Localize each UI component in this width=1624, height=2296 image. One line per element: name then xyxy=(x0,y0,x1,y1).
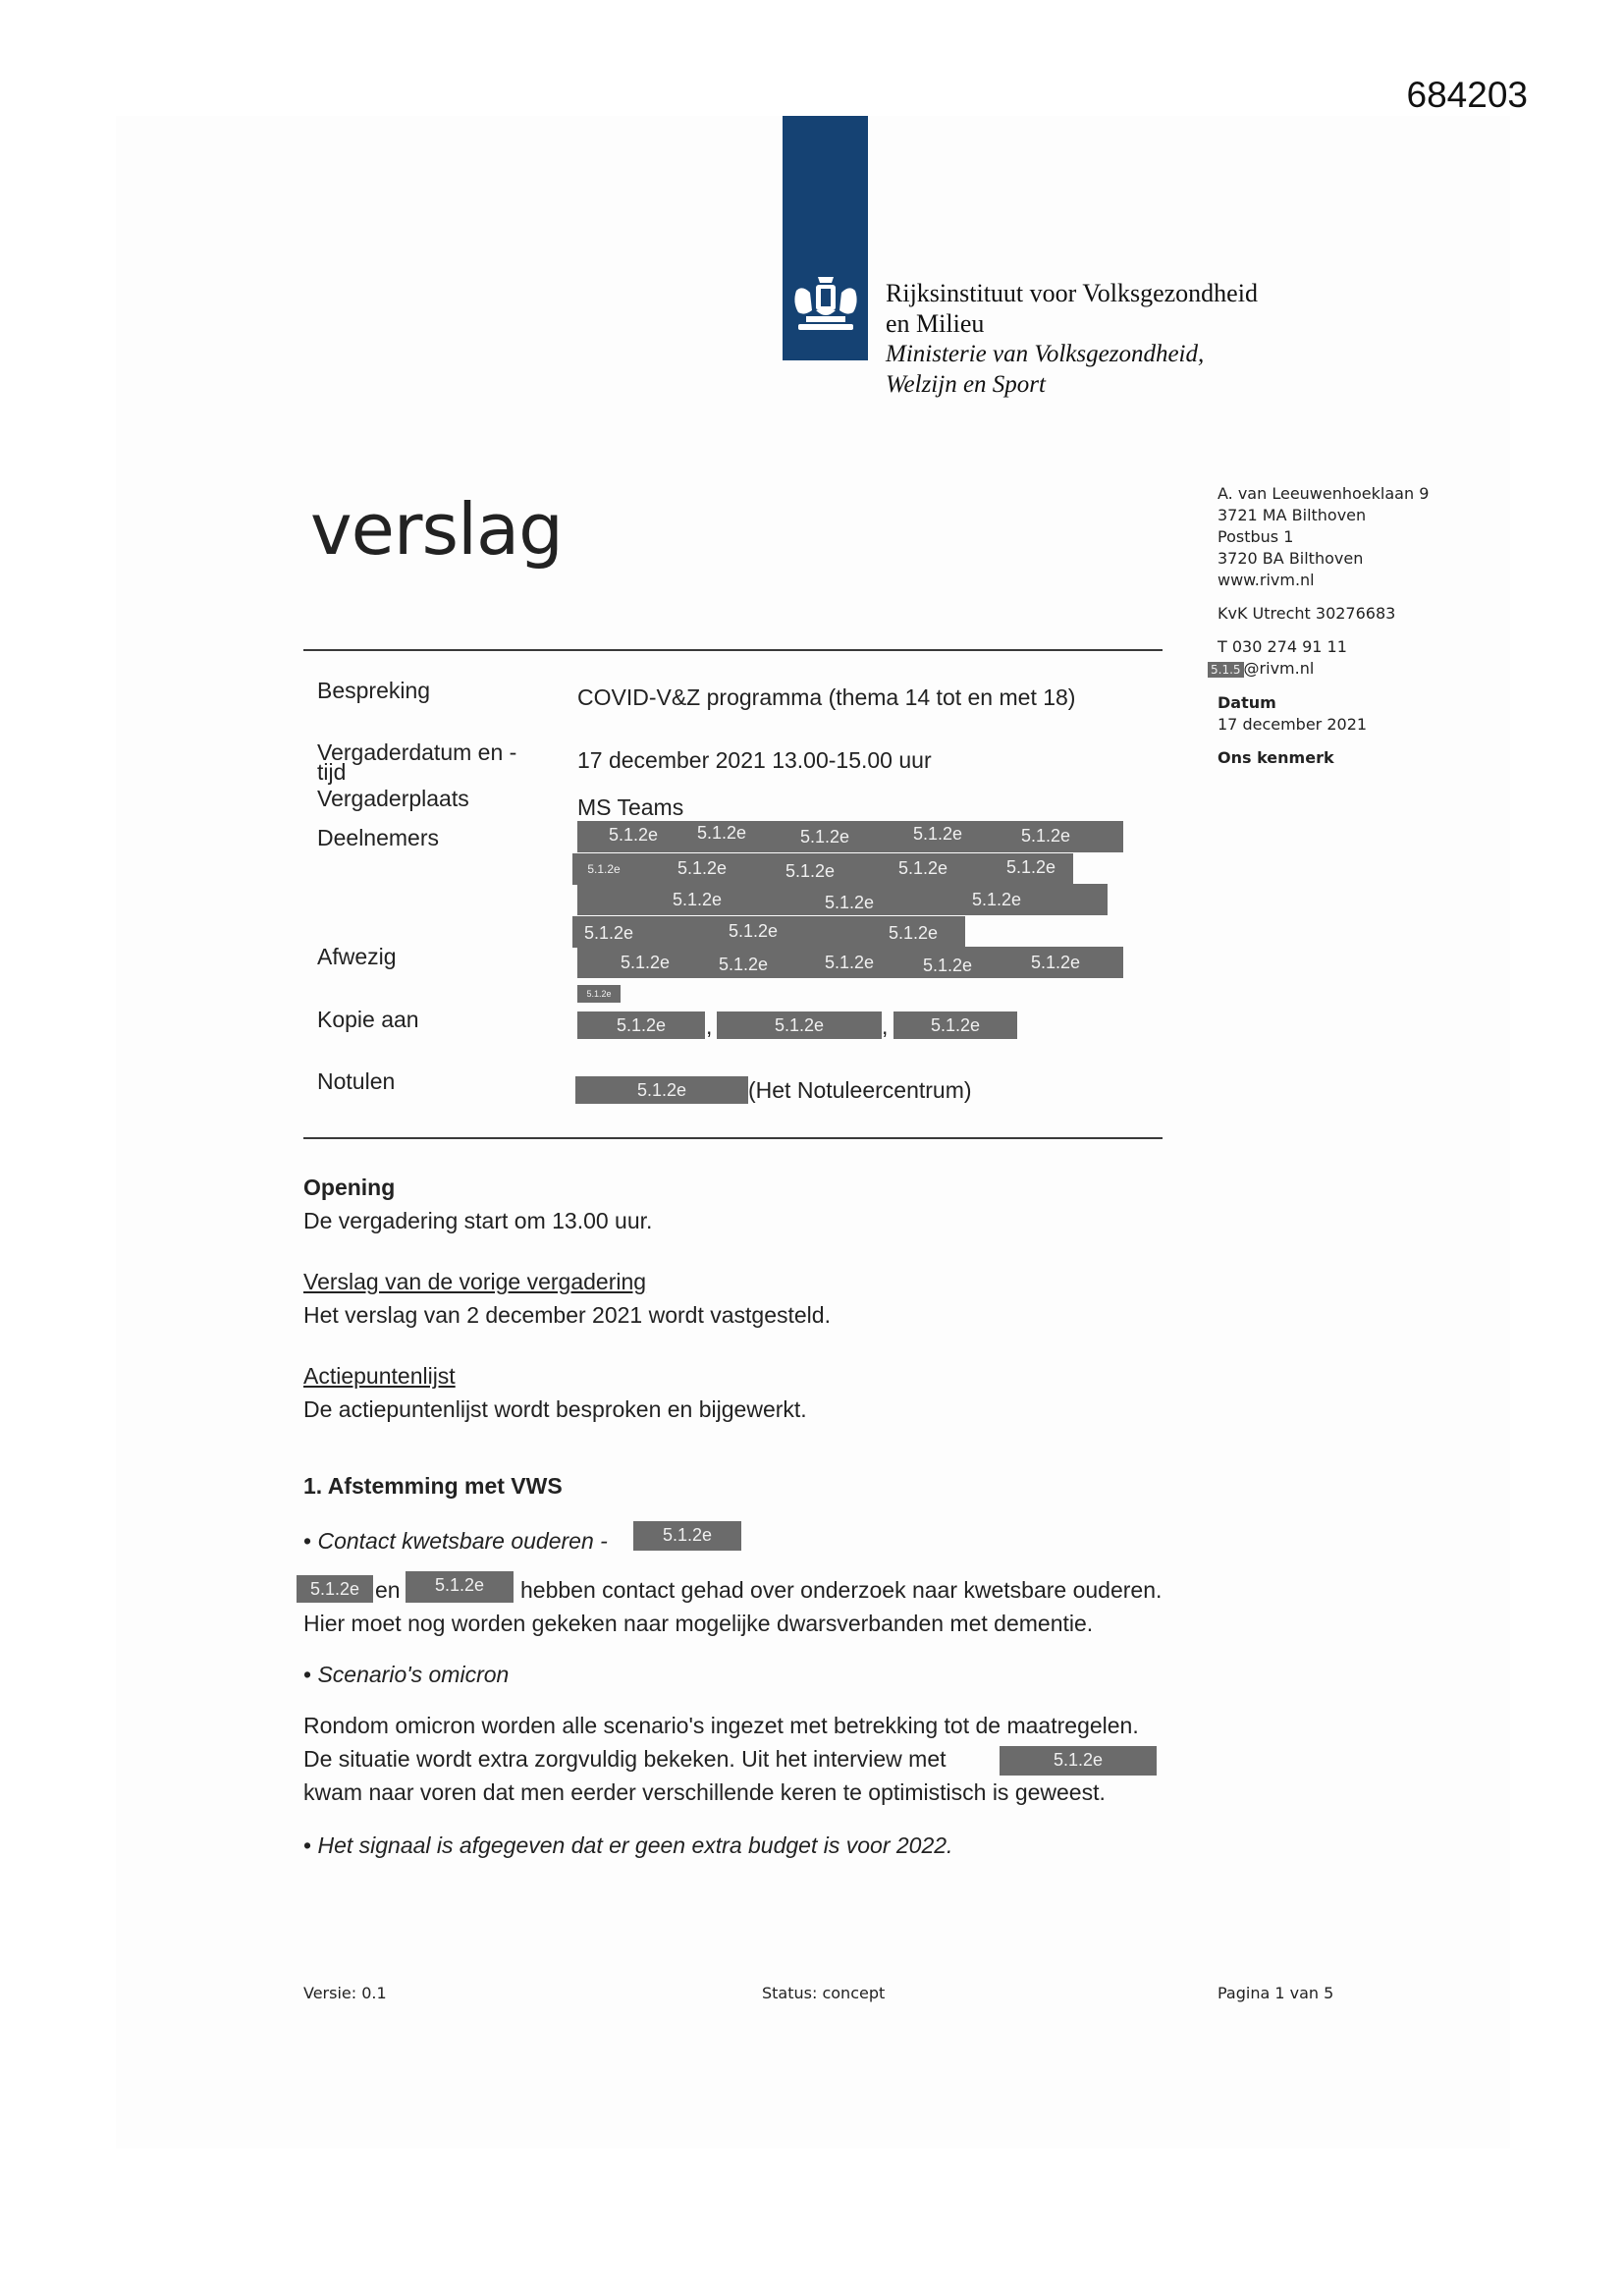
redaction-label: 5.1.2e xyxy=(824,893,875,912)
redaction-label: 5.1.2e xyxy=(785,861,836,881)
comma-1: , xyxy=(706,1013,713,1039)
notulen-suffix: (Het Notuleercentrum) xyxy=(748,1077,972,1103)
redaction-label: 5.1.2e xyxy=(912,824,963,844)
redaction-label: 5.1.2e xyxy=(620,953,671,972)
document-title: verslag xyxy=(310,488,563,571)
redaction-label: 5.1.2e xyxy=(608,825,659,845)
opening-text: De vergadering start om 13.00 uur. xyxy=(303,1208,653,1233)
kenmerk-label: Ons kenmerk xyxy=(1218,748,1334,767)
redaction-label: 5.1.2e xyxy=(888,923,939,943)
footer-status: Status: concept xyxy=(762,1984,886,2002)
email-suffix: @rivm.nl xyxy=(1243,659,1315,678)
actie-text: De actiepuntenlijst wordt besproken en bijgewerkt. xyxy=(303,1396,807,1422)
opening-title: Opening xyxy=(303,1175,396,1200)
footer-pagina: Pagina 1 van 5 xyxy=(1218,1984,1334,2002)
redaction-p2: 5.1.2e xyxy=(1000,1746,1157,1776)
redaction-label: 5.1.2e xyxy=(897,858,948,878)
comma-2: , xyxy=(882,1013,889,1039)
bespreking-value: COVID-V&Z programma (thema 14 tot en met 18) xyxy=(577,684,1076,710)
datum-tijd-label-line1: Vergaderdatum en - xyxy=(317,739,517,765)
redaction-label: 5.1.2e xyxy=(799,827,850,847)
address-email xyxy=(1211,658,1429,681)
redaction-notulen: 5.1.2e xyxy=(575,1076,748,1104)
deelnemers-label: Deelnemers xyxy=(317,825,439,850)
redaction-label: 5.1.2e xyxy=(922,956,973,975)
redaction-label: 5.1.2e xyxy=(1020,826,1071,846)
redaction-p1-b: 5.1.2e xyxy=(406,1571,514,1603)
p1-en: en xyxy=(375,1577,401,1603)
bullet-dot: • xyxy=(303,1832,318,1858)
p2-line3: kwam naar voren dat men eerder verschillende keren te optimistisch is geweest. xyxy=(303,1779,1106,1805)
address-street: A. van Leeuwenhoeklaan 9 xyxy=(1218,484,1430,503)
section-1-title: 1. Afstemming met VWS xyxy=(303,1473,563,1499)
redaction-label: 5.1.2e xyxy=(587,862,621,876)
redaction-kopie-3: 5.1.2e xyxy=(893,1011,1017,1039)
vorige-title: Verslag van de vorige vergadering xyxy=(303,1269,647,1294)
p1-line2: Hier moet nog worden gekeken naar mogelijke dwarsverbanden met dementie. xyxy=(303,1611,1094,1636)
redaction-label: 5.1.2e xyxy=(672,890,723,909)
org-line-2: en Milieu xyxy=(886,309,985,338)
address-block xyxy=(1211,483,1430,769)
bullet-1 xyxy=(303,1524,608,1558)
bullet-2 xyxy=(303,1658,509,1691)
datum-tijd-label-line2: tijd xyxy=(317,759,347,785)
redaction-kopie-1: 5.1.2e xyxy=(577,1011,705,1039)
redaction-label: 5.1.2e xyxy=(583,923,634,943)
actie-title: Actiepuntenlijst xyxy=(303,1363,456,1389)
p2-line2: De situatie wordt extra zorgvuldig bekeken. Uit het interview met xyxy=(303,1746,947,1772)
redaction-bullet-1: 5.1.2e xyxy=(633,1521,741,1551)
datum-tijd-label xyxy=(317,739,517,785)
org-line-1: Rijksinstituut voor Volksgezondheid xyxy=(886,279,1258,307)
kopie-label: Kopie aan xyxy=(317,1007,419,1032)
address-postbus-postal: 3720 BA Bilthoven xyxy=(1218,549,1364,568)
redaction-label: 5.1.2e xyxy=(718,955,769,974)
org-line-3: Ministerie van Volksgezondheid, xyxy=(886,341,1205,367)
bullet-2-text: Scenario's omicron xyxy=(317,1662,510,1687)
redaction-kopie-2: 5.1.2e xyxy=(717,1011,882,1039)
redaction-label: 5.1.2e xyxy=(971,890,1022,909)
redaction-label: 5.1.2e xyxy=(728,921,779,941)
vergaderplaats-value: MS Teams xyxy=(577,794,684,820)
crest-icon xyxy=(786,271,865,340)
redaction-label: 5.1.2e xyxy=(677,858,728,878)
bespreking-label: Bespreking xyxy=(317,678,431,703)
address-postbus: Postbus 1 xyxy=(1218,527,1294,546)
address-kvk: KvK Utrecht 30276683 xyxy=(1218,604,1396,623)
actie-section xyxy=(303,1359,807,1426)
address-web: www.rivm.nl xyxy=(1218,571,1315,589)
footer-versie: Versie: 0.1 xyxy=(303,1984,387,2002)
p2-line1: Rondom omicron worden alle scenario's ingezet met betrekking tot de maatregelen. xyxy=(303,1713,1139,1738)
redaction-label: 5.1.2e xyxy=(824,953,875,972)
redaction-label: 5.1.2e xyxy=(1005,857,1056,877)
vorige-section xyxy=(303,1265,831,1332)
redaction-label: 5.1.2e xyxy=(1030,953,1081,972)
afwezig-label: Afwezig xyxy=(317,944,397,969)
header-rule-bottom xyxy=(303,1137,1163,1139)
redaction-small: 5.1.2e xyxy=(577,985,621,1003)
email-redaction: 5.1.5 xyxy=(1208,662,1244,678)
bullet-dot: • xyxy=(303,1528,318,1554)
bullet-3-text: Het signaal is afgegeven dat er geen extra budget is voor 2022. xyxy=(317,1832,953,1858)
bullet-3 xyxy=(303,1829,952,1862)
organization-name xyxy=(886,278,1258,400)
datum-value: 17 december 2021 xyxy=(1218,715,1368,734)
notulen-label: Notulen xyxy=(317,1068,396,1094)
p1-rest: hebben contact gehad over onderzoek naar kwetsbare ouderen. xyxy=(520,1577,1163,1603)
address-postal: 3721 MA Bilthoven xyxy=(1218,506,1367,524)
datum-tijd-value: 17 december 2021 13.00-15.00 uur xyxy=(577,747,932,773)
address-phone: T 030 274 91 11 xyxy=(1218,637,1347,656)
document-number: 684203 xyxy=(1406,75,1528,115)
opening-section xyxy=(303,1171,652,1237)
bullet-dot: • xyxy=(303,1662,318,1687)
vergaderplaats-label: Vergaderplaats xyxy=(317,786,469,811)
bullet-1-text: Contact kwetsbare ouderen - xyxy=(317,1528,608,1554)
header-rule-top xyxy=(303,649,1163,651)
datum-label: Datum xyxy=(1218,693,1276,712)
vorige-text: Het verslag van 2 december 2021 wordt vastgesteld. xyxy=(303,1302,831,1328)
redaction-p1-a: 5.1.2e xyxy=(297,1575,373,1603)
org-line-4: Welzijn en Sport xyxy=(886,371,1046,398)
redaction-label: 5.1.2e xyxy=(696,823,747,843)
